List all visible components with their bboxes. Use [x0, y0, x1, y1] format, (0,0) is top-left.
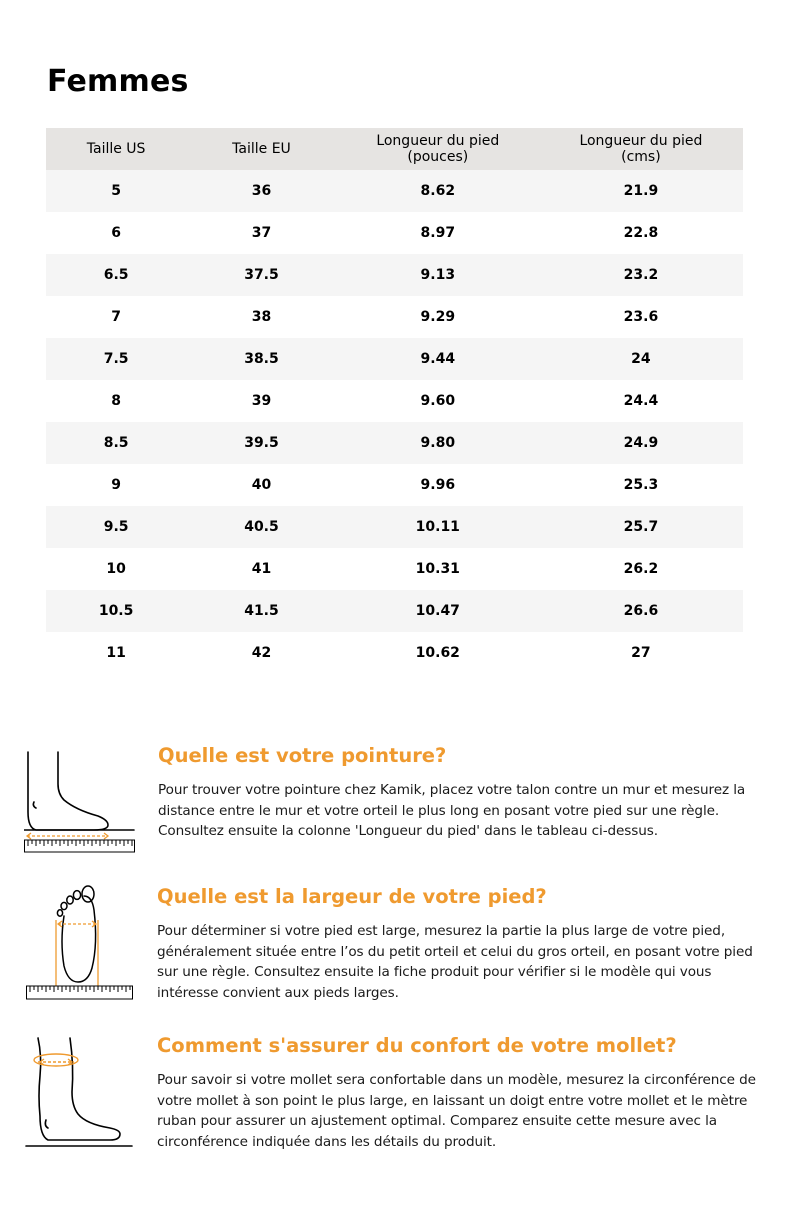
header-us-size: Taille US: [46, 128, 186, 170]
cell-foot-length-cm: 22.8: [539, 212, 743, 254]
section-heading: Quelle est la largeur de votre pied?: [157, 885, 547, 908]
cell-us-size: 7.5: [46, 338, 186, 380]
cell-foot-length-cm: 21.9: [539, 170, 743, 212]
cell-foot-length-inches: 9.96: [337, 464, 539, 506]
cell-foot-length-inches: 10.11: [337, 506, 539, 548]
header-eu-size: Taille EU: [186, 128, 337, 170]
cell-us-size: 11: [46, 632, 186, 674]
size-table: [46, 128, 743, 674]
table-row: [46, 632, 743, 674]
cell-eu-size: 38.5: [186, 338, 337, 380]
cell-us-size: 5: [46, 170, 186, 212]
section-heading: Comment s'assurer du confort de votre mollet?: [157, 1034, 677, 1057]
cell-foot-length-cm: 23.2: [539, 254, 743, 296]
cell-foot-length-inches: 9.13: [337, 254, 539, 296]
cell-foot-length-cm: 24.9: [539, 422, 743, 464]
section-body: Pour déterminer si votre pied est large, mesurez la partie la plus large de votre pied, généralement située entre l’os du petit orteil et celui du gros orteil, en posant votre pied sur une règle. Consultez ensuite la fiche produit pour vérifier si le modèle qui vous intéresse convient aux pieds larges.: [157, 923, 753, 1001]
table-row: [46, 422, 743, 464]
cell-eu-size: 37.5: [186, 254, 337, 296]
cell-eu-size: 39: [186, 380, 337, 422]
cell-eu-size: 37: [186, 212, 337, 254]
cell-us-size: 8.5: [46, 422, 186, 464]
cell-us-size: 7: [46, 296, 186, 338]
table-row: [46, 464, 743, 506]
cell-foot-length-cm: 25.3: [539, 464, 743, 506]
table-row: [46, 170, 743, 212]
cell-foot-length-inches: 9.29: [337, 296, 539, 338]
cell-foot-length-inches: 10.47: [337, 590, 539, 632]
cell-foot-length-inches: 10.62: [337, 632, 539, 674]
cell-foot-length-inches: 9.44: [337, 338, 539, 380]
table-row: [46, 212, 743, 254]
table-row: [46, 380, 743, 422]
header-foot-length-cm: Longueur du pied (cms): [539, 128, 743, 170]
cell-us-size: 6: [46, 212, 186, 254]
table-row: [46, 338, 743, 380]
cell-foot-length-inches: 10.31: [337, 548, 539, 590]
table-header-row: [46, 128, 743, 170]
info-section-foot-width: [0, 880, 792, 1010]
info-section-calf: [0, 1030, 792, 1160]
table-row: [46, 254, 743, 296]
section-body: Pour trouver votre pointure chez Kamik, placez votre talon contre un mur et mesurez la distance entre le mur et votre orteil le plus long en posant votre pied sur une règle. Consultez ensuite la colonne 'Longueur du pied' dans le tableau ci-dessus.: [158, 782, 746, 839]
cell-us-size: 9.5: [46, 506, 186, 548]
page-title: Femmes: [47, 64, 189, 99]
cell-eu-size: 40.5: [186, 506, 337, 548]
cell-eu-size: 36: [186, 170, 337, 212]
cell-eu-size: 39.5: [186, 422, 337, 464]
section-heading: Quelle est votre pointure?: [158, 744, 447, 767]
cell-foot-length-inches: 9.80: [337, 422, 539, 464]
foot-width-icon: [24, 882, 136, 1002]
cell-foot-length-cm: 26.6: [539, 590, 743, 632]
cell-foot-length-cm: 27: [539, 632, 743, 674]
cell-eu-size: 41.5: [186, 590, 337, 632]
cell-us-size: 10.5: [46, 590, 186, 632]
header-foot-length-inches: Longueur du pied (pouces): [337, 128, 539, 170]
cell-us-size: 6.5: [46, 254, 186, 296]
cell-eu-size: 40: [186, 464, 337, 506]
cell-foot-length-inches: 8.62: [337, 170, 539, 212]
info-section-shoe-size: [0, 740, 792, 860]
cell-foot-length-cm: 25.7: [539, 506, 743, 548]
table-row: [46, 296, 743, 338]
cell-eu-size: 41: [186, 548, 337, 590]
section-body: Pour savoir si votre mollet sera confortable dans un modèle, mesurez la circonférence de votre mollet à son point le plus large, en laissant un doigt entre votre mollet et le mètre ruban pour assurer un ajustement optimal. Comparez ensuite cette mesure avec la circonférence indiquée dans les détails du produit.: [157, 1072, 756, 1150]
calf-circumference-icon: [24, 1036, 136, 1152]
table-row: [46, 506, 743, 548]
cell-foot-length-cm: 24: [539, 338, 743, 380]
cell-us-size: 9: [46, 464, 186, 506]
cell-foot-length-inches: 8.97: [337, 212, 539, 254]
table-row: [46, 590, 743, 632]
cell-foot-length-inches: 9.60: [337, 380, 539, 422]
cell-eu-size: 42: [186, 632, 337, 674]
foot-length-icon: [24, 750, 136, 856]
cell-us-size: 10: [46, 548, 186, 590]
cell-us-size: 8: [46, 380, 186, 422]
cell-foot-length-cm: 24.4: [539, 380, 743, 422]
cell-eu-size: 38: [186, 296, 337, 338]
table-row: [46, 548, 743, 590]
cell-foot-length-cm: 26.2: [539, 548, 743, 590]
cell-foot-length-cm: 23.6: [539, 296, 743, 338]
